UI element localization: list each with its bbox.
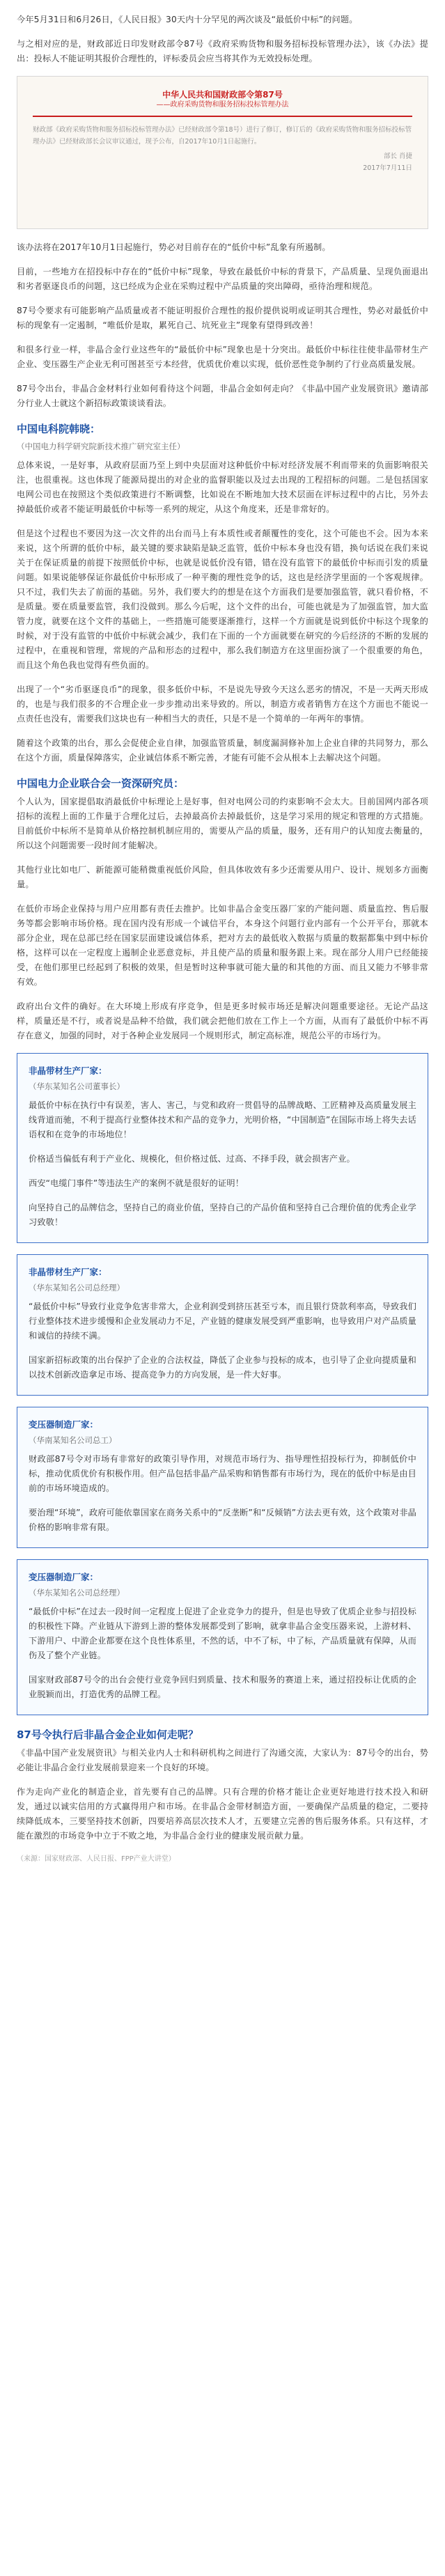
section-title-cec: 中国电力企业联合会一资深研究员： [17, 777, 185, 790]
section7-paragraph-1: 《非晶中国产业发展资讯》与相关业内人士和科研机构之间进行了沟通交流，大家认为：87号令的出台，势必能让非晶合金行业发展前景迎来一个良好的环境。 [17, 1748, 428, 1772]
quote-box-amorphous-ribbon-gm [17, 1254, 428, 1396]
intro-paragraph-2: 与之相对应的是，财政部近日印发财政部令87号《政府采购货物和服务招标投标管理办法》，该《办法》提出：投标人不能证明其报价合理性的，评标委员会应当将其作为无效投标处理。 [17, 39, 428, 63]
section4-paragraph-2: 国家新招标政策的出台保护了企业的合法权益，降低了企业参与投标的成本，也引导了企业向提质量和以技术创新改造拿足市场、提高竞争力的方向发展，是一件大好事。 [29, 1355, 416, 1380]
section5-paragraph-2: 要治理“环境”，政府可能依靠国家在商务关系中的“反垄断”和“反倾销”方法去更有效，这个政策对非晶价格的影响非常有限。 [29, 1508, 416, 1532]
quote-box-transformer-gm [17, 1559, 428, 1715]
speaker-org: （华东某知名公司总经理） [29, 1283, 125, 1293]
section-title-outlook: 87号令执行后非晶合金企业如何走呢？ [17, 1728, 198, 1741]
speaker-org: （华南某知名公司总工） [29, 1435, 117, 1445]
speaker-title: 变压器制造厂家： [29, 1572, 99, 1582]
decree-date: 2017年7月11日 [363, 164, 412, 172]
decree-document-image [17, 76, 428, 229]
speaker-title: 变压器制造厂家： [29, 1419, 99, 1430]
section1-paragraph-2: 但是这个过程也不要因为这一次文件的出台而马上有本质性或者颠覆性的变化，这个可能也不会。因为本来来说，这个所谓的低价中标，最关键的要求缺陷是缺乏监管，低价中标本身也没有错，换句话说在我们来说关于在保证质量的前提下按照低价中标，也就是说低价没有错，错在没有监管下的最低价中标而引发的质量问题。如果说能够保证你最低价中标形成了一种平衡的理性竞争的话，这也是经济学里面的一个客观规律。只不过，我们失去了前面的基础。另外，我们要大约的想是在这个方面我们是要加强监管，就只看价格，不是质量。要在质量要监管，我们没做到。那么今后呢，这个文件的出台，可能也就是为了加强监管，加大监管力度，就要在这个文件的基础上，一些措施可能要逐渐推行，这样一个方面就是说到低价中标这个现象的时候，对于没有监管的中低价中标就会减少，我们在下面的一个方面就要在研究的今后经济的不断的发展的过程中，在重视和管理，常规的产品和形态的过程中，那么我们制造方在这里面扮演了一个很重要的角色，而且这个角色我也觉得有些负面的。 [17, 529, 428, 670]
section-title-han-xiao: 中国电科院韩晓： [17, 423, 101, 435]
body-paragraph-2: 目前，一些地方在招投标中存在的“低价中标”现象，导致在最低价中标的背景下，产品质量、呈现负面退出和劣者驱逐良币的问题，这已经成为企业在采购过程中产品质量的突出障碍，亟待治理和规范。 [17, 267, 428, 291]
section2-paragraph-4: 政府出台文件的确好。在大环境上形成有序竞争，但是更多时候市场还是解决问题重要途径。无论产品这样，质量还是不行，或者说是品种不给做，我们就会把他们放在工作上一个方面，从而有了最低价中标不再存在意义，加强的同时，对于各种企业发展同一个规则形式，制定高标准，规范公平的市场行为。 [17, 1001, 428, 1040]
speaker-title: 非晶带材生产厂家： [29, 1065, 107, 1076]
section2-paragraph-3: 在低价市场企业保持与用户应用都有责任去推护。比如非晶合金变压器厂家的产能问题、质量监控、售后服务等都会影响市场价格。现在国内没有形成一个诚信平台，本身这个问题行业内部有一个公开平台，那就本部分企业，现在总部已经在国家层面建设诚信体系，把对方去的最低收入数据与质量的数据都集中到中标价格，这样可以在一定程度上遏制企业恶意竞标，并且使产品的质量和服务跟上来。现在部分人用户已经能接受，在他们那里已经起到了积极的效果，但是暂时这种事就可能大量的和其他的方面、而且又能力不够非常有效。 [17, 904, 428, 987]
quote-box-transformer-chief-engineer [17, 1407, 428, 1548]
section5-paragraph-1: 财政部87号令对市场有非常好的政策引导作用，对规范市场行为、指导理性招投标行为，抑制低价中标，推动优质优价有积极作用。但产品包括非晶产品采购和销售都有市场行为，现在的低价中标是由目前的市场环境造成的。 [29, 1454, 416, 1493]
section3-paragraph-3: 西安“电缆门事件”等违法生产的案例不就是很好的证明！ [29, 1178, 244, 1188]
decree-header: 中华人民共和国财政部令第87号 [162, 90, 283, 100]
section3-paragraph-2: 价格适当偏低有利于产业化、规模化，但价格过低、过高、不择手段，就会损害产业。 [29, 1154, 355, 1164]
section1-paragraph-1: 总体来说，一是好事，从政府层面乃至上到中央层面对这种低价中标对经济发展不利而带来的负面影响很关注，也很重视。这也体现了能源局提出的对企业的监督职能以及过去出现的工程招标的问题。二是包括国家电网公司也在按照这个类似政策进行不断调整，比如说在不断地加大技术层面在评标过程中的占比，另外去掉最低价或者不能证明最低价中标等一系列的规定，从这个角度来，还是非常好的。 [17, 460, 428, 514]
section2-paragraph-1: 个人认为，国家提倡取消最低价中标理论上是好事，但对电网公司的约束影响不会太大。目前国网内部各项招标的流程上面的工作量于合理化过后，去掉最高价去掉最低价，这是学习采用的规定和管理的方式措施。目前低价中标所不是简单从价格控制机制应用的，需要从产品的质量，服务，还有用户的认知度去衡量的，所以这个问题需要一段时间才能解决。 [17, 797, 428, 850]
section-org-han-xiao: （中国电力科学研究院新技术推广研究室主任） [17, 442, 185, 451]
body-paragraph-4: 和很多行业一样，非晶合金行业这些年的“最低价中标”现象也是十分突出。最低价中标往往使非晶带材生产企业、变压器生产企业无利可图甚至亏本经营，优质优价难以实现，低价恶性竞争制约了行业高质量发展。 [17, 345, 428, 369]
section4-paragraph-1: “最低价中标”导致行业竞争危害非常大，企业利润受到挤压甚至亏本，而且银行贷款利率高，导致我们行业整体技术进步缓慢和企业发展动力不足，产业链的健康发展受到严重影响，也导致用户对产品质量和诚信的持续不满。 [29, 1302, 416, 1341]
section1-paragraph-3: 出现了一个“劣币驱逐良币”的现象，很多低价中标，不是说先导致今天这么恶劣的情况，不是一天两天形成的，也是与我们很多的不合理企业一步步推动出来导致的。所以，制造方或者销售方在这个方面也不能说一点责任也没有，需要我们这块也有一种相当大的责任，只是不是一个简单的一年两年的事情。 [17, 685, 428, 724]
speaker-org: （华东某知名公司总经理） [29, 1588, 125, 1598]
section6-paragraph-1: “最低价中标”在过去一段时间一定程度上促进了企业竞争力的提升，但是也导致了优质企业参与招投标的积极性下降。产业链从下游到上游的整体发展都受到了影响，就拿非晶合金变压器来说，上游材料、下游用户、中游企业都要在这个良性体系里，不然的话，中不了标，中了标，产品质量就有保障，从而伤及了整个产业链。 [29, 1607, 416, 1660]
body-paragraph-1: 该办法将在2017年10月1日起施行，势必对目前存在的“低价中标”乱象有所遏制。 [17, 242, 331, 252]
section3-paragraph-4: 向坚持自己的品牌信念，坚持自己的商业价值，坚持自己的产品价值和坚持自己合理价值的优秀企业学习致敬！ [29, 1203, 416, 1227]
body-paragraph-3: 87号令要求有可能影响产品质量或者不能证明报价合理性的报价提供说明或证明其合理性，势必对最低价中标的现象有一定遏制，“唯低价是取，累死自己、坑死业主”现象有望得到改善！ [17, 306, 428, 330]
body-paragraph-5: 87号令出台，非晶合金材料行业如何看待这个问题，非晶合金如何走向？《非晶中国产业发展资讯》邀请部分行业人士就这个新招标政策谈谈看法。 [17, 384, 428, 408]
decree-signature: 部长 肖捷 [383, 153, 412, 160]
decree-subtitle: ——政府采购货物和服务招标投标管理办法 [156, 101, 289, 109]
decree-text: 财政部《政府采购货物和服务招标投标管理办法》已经财政部令第18号）进行了修订，修订后的《政府采购货物和服务招标投标管理办法》已经财政部长会议审议通过，现予公布，自2017年10月1日起施行。 [33, 126, 412, 146]
speaker-org: （华东某知名公司董事长） [29, 1082, 125, 1091]
speaker-title: 非晶带材生产厂家： [29, 1267, 107, 1277]
section6-paragraph-2: 国家财政部87号令的出台会使行业竞争回归到质量、技术和服务的赛道上来，通过招投标让优质的企业脱颖而出，打造优秀的品牌工程。 [29, 1675, 416, 1699]
section3-paragraph-1: 最低价中标在执行中有误差，害人、害己，与党和政府一贯倡导的品牌战略、工匠精神及高质量发展主线背道而驰，不利于提高行业整体技术和产品的竞争力，光明价格，“中国制造”在国际市场上将失去话语权和在竞争的市场地位！ [29, 1100, 416, 1139]
section7-paragraph-2: 作为走向产业化的制造企业，首先要有自己的品牌。只有合理的价格才能让企业更好地进行技术投入和研发，通过以诚实信用的方式赢得用户和市场。在非晶合金带材制造方面，一要确保产品质量的稳定，二要持续降低成本，三要坚持技术创新，四要培养高层次技术人才，五要建立完善的售后服务体系。只有这样，才能在激烈的市场竞争中立于不败之地，为非晶合金行业的健康发展贡献力量。 [17, 1787, 428, 1841]
quote-box-amorphous-ribbon-chairman [17, 1053, 428, 1243]
source-footer: （来源：国家财政部、人民日报、FPP产业大讲堂） [17, 1855, 175, 1863]
intro-paragraph-1: 今年5月31日和6月26日，《人民日报》30天内十分罕见的两次谈及“最低价中标”的问题。 [17, 15, 358, 24]
decree-red-rule [33, 116, 412, 117]
section1-paragraph-4: 随着这个政策的出台，那么会促使企业自律，加强监管质量，制度漏洞修补加上企业自律的共同努力，那么在这个方面，质量保障落实，企业诚信体系不断完善，才能有可能不会从根本上去解决这个问题。 [17, 738, 428, 763]
section2-paragraph-2: 其他行业比如电厂、新能源可能稍微重视低价风险，但具体收效有多少还需要从用户、设计、规划多方面衡量。 [17, 865, 428, 889]
